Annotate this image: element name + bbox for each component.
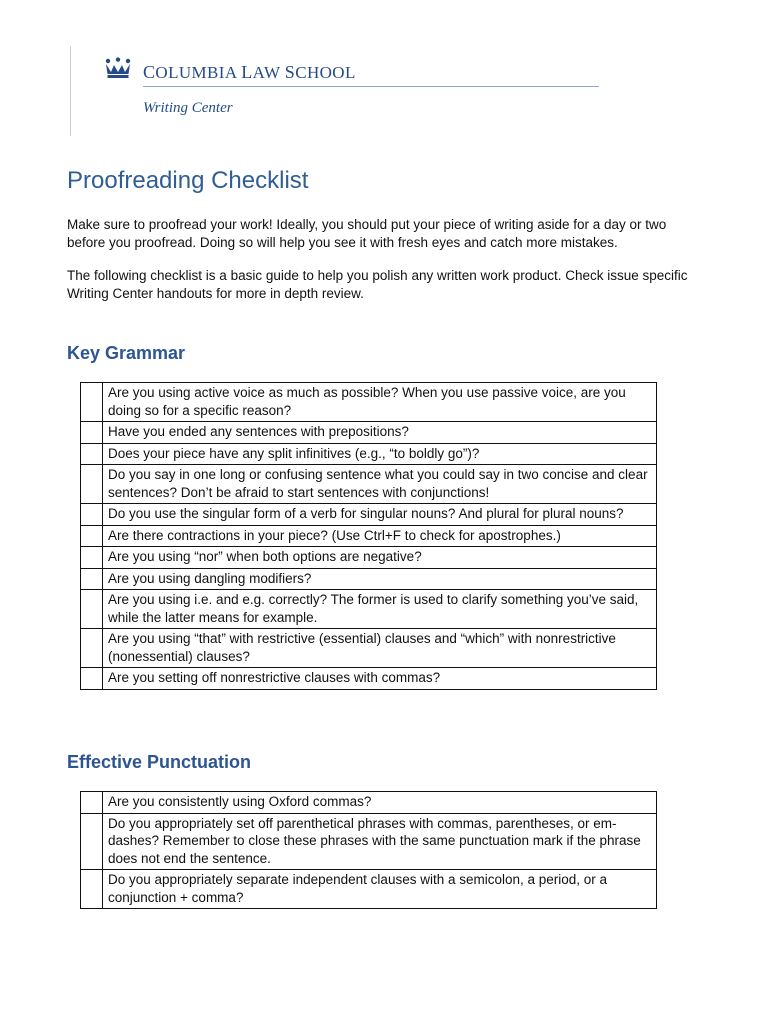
- checklist-item: Are you consistently using Oxford commas?: [103, 792, 657, 814]
- checkbox-cell[interactable]: [81, 870, 103, 909]
- checkbox-cell[interactable]: [81, 422, 103, 444]
- table-row: [81, 547, 657, 569]
- page-title: Proofreading Checklist: [67, 167, 309, 194]
- table-row: [81, 629, 657, 668]
- table-row: [81, 525, 657, 547]
- checklist-item: Do you appropriately set off parenthetical phrases with commas, parentheses, or em-dashes? Remember to close these phrases with the same punctuation mark if the phrase does not end the sentence.: [103, 813, 657, 870]
- intro-paragraph: The following checklist is a basic guide to help you polish any written work product. Check issue specific Writing Center handouts for more in depth review.: [67, 268, 688, 301]
- table-row: [81, 590, 657, 629]
- checkbox-cell[interactable]: [81, 590, 103, 629]
- table-row: [81, 568, 657, 590]
- checklist-item: Are you using dangling modifiers?: [103, 568, 657, 590]
- checklist-item: Does your piece have any split infinitives (e.g., “to boldly go”)?: [103, 443, 657, 465]
- table-row: [81, 422, 657, 444]
- table-row: [81, 443, 657, 465]
- checkbox-cell[interactable]: [81, 792, 103, 814]
- checklist-item: Are you using “nor” when both options are negative?: [103, 547, 657, 569]
- crown-logo-icon: [104, 57, 132, 79]
- checkbox-cell[interactable]: [81, 504, 103, 526]
- table-row: [81, 813, 657, 870]
- key-grammar-checklist: [80, 382, 657, 690]
- checklist-item: Have you ended any sentences with prepositions?: [103, 422, 657, 444]
- table-row: [81, 870, 657, 909]
- checkbox-cell[interactable]: [81, 668, 103, 690]
- header-vertical-rule: [70, 46, 71, 136]
- checklist-item: Are you using “that” with restrictive (essential) clauses and “which” with nonrestrictive (nonessential) clauses?: [103, 629, 657, 668]
- checklist-item: Are there contractions in your piece? (Use Ctrl+F to check for apostrophes.): [103, 525, 657, 547]
- checklist-item: Are you setting off nonrestrictive clauses with commas?: [103, 668, 657, 690]
- checklist-item: Do you use the singular form of a verb for singular nouns? And plural for plural nouns?: [103, 504, 657, 526]
- school-name: COLUMBIA LAW SCHOOL: [143, 62, 356, 82]
- checklist-item: Are you using active voice as much as possible? When you use passive voice, are you doing so for a specific reason?: [103, 383, 657, 422]
- checkbox-cell[interactable]: [81, 525, 103, 547]
- checkbox-cell[interactable]: [81, 383, 103, 422]
- checklist-item: Are you using i.e. and e.g. correctly? The former is used to clarify something you’ve said, while the latter means for example.: [103, 590, 657, 629]
- table-row: [81, 668, 657, 690]
- table-row: [81, 504, 657, 526]
- checkbox-cell[interactable]: [81, 813, 103, 870]
- checkbox-cell[interactable]: [81, 443, 103, 465]
- checkbox-cell[interactable]: [81, 568, 103, 590]
- unit-name: Writing Center: [143, 100, 233, 116]
- header-rule: [143, 86, 599, 87]
- table-row: [81, 792, 657, 814]
- intro-paragraph: Make sure to proofread your work! Ideally, you should put your piece of writing aside for a day or two before you proofread. Doing so will help you see it with fresh eyes and catch more mistakes.: [67, 217, 667, 250]
- checkbox-cell[interactable]: [81, 465, 103, 504]
- effective-punctuation-checklist: [80, 791, 657, 909]
- checklist-item: Do you appropriately separate independent clauses with a semicolon, a period, or a conjunction + comma?: [103, 870, 657, 909]
- table-row: [81, 383, 657, 422]
- table-row: [81, 465, 657, 504]
- section-heading-key-grammar: Key Grammar: [67, 343, 186, 363]
- checkbox-cell[interactable]: [81, 547, 103, 569]
- checkbox-cell[interactable]: [81, 629, 103, 668]
- section-heading-effective-punctuation: Effective Punctuation: [67, 752, 252, 772]
- checklist-item: Do you say in one long or confusing sentence what you could say in two concise and clear sentences? Don’t be afraid to start sentences with conjunctions!: [103, 465, 657, 504]
